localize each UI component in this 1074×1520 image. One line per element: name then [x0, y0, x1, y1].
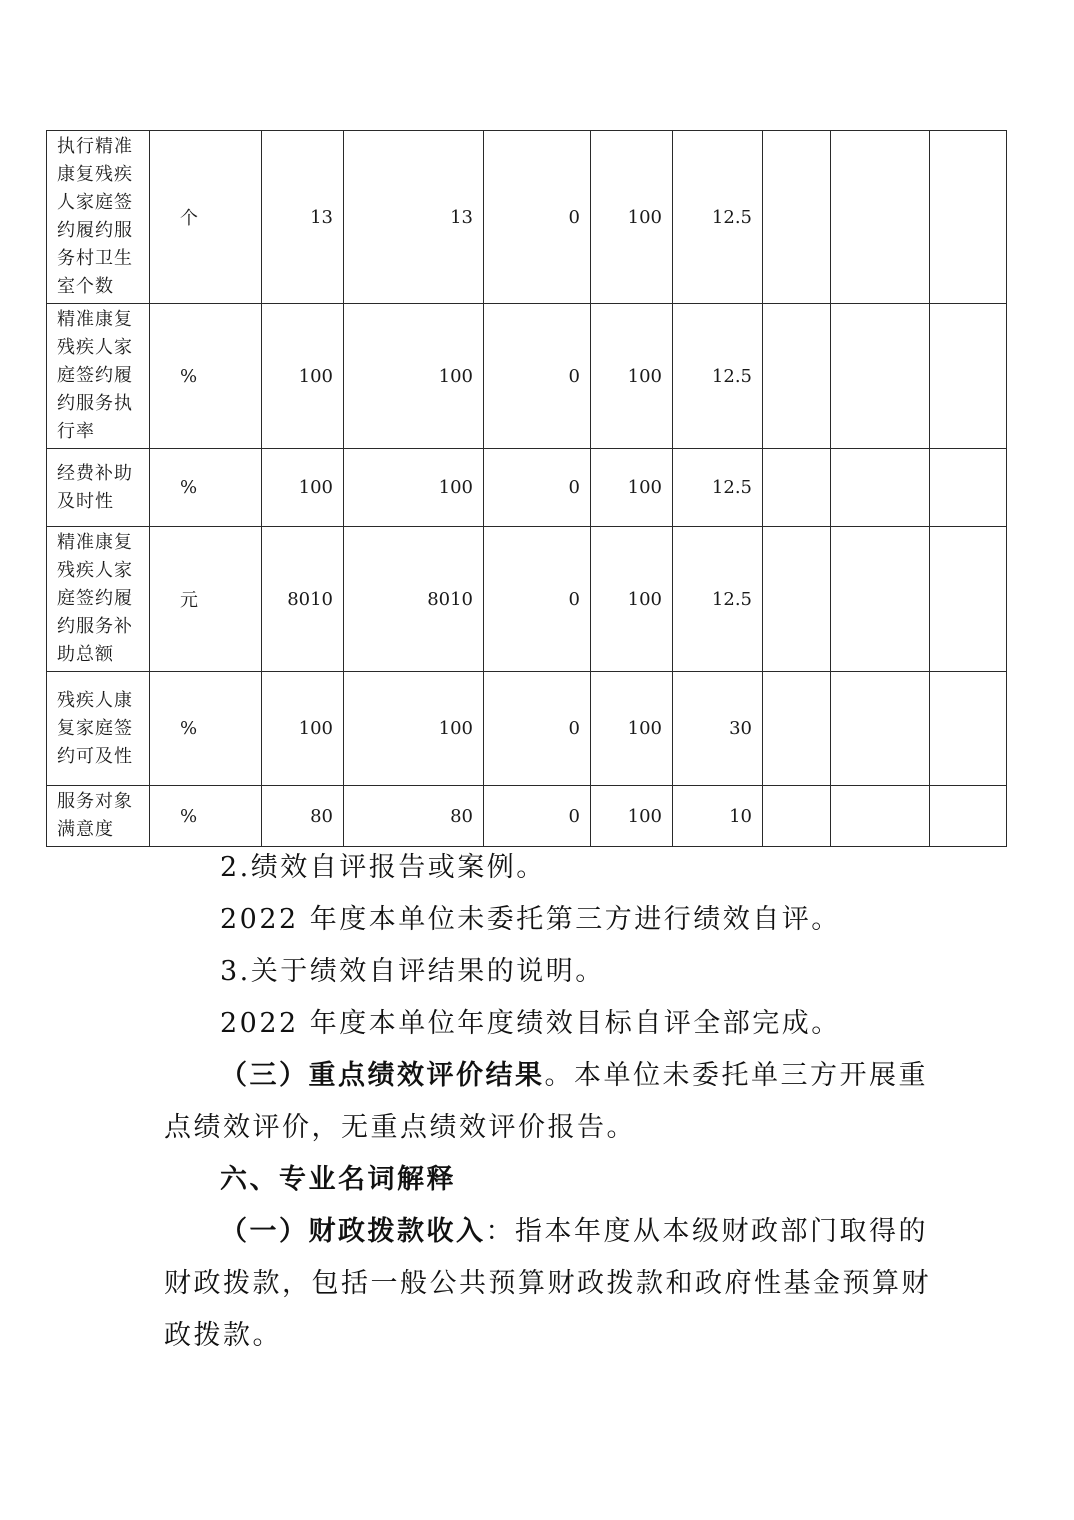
- empty-cell: [763, 131, 831, 304]
- paragraph-key-evaluation: [220, 1050, 928, 1102]
- score: 12.5: [673, 449, 763, 527]
- score: 30: [673, 672, 763, 786]
- deviation: 0: [484, 527, 591, 672]
- fiscal-income-definition: ：指本年度从本级财政部门取得的: [485, 1216, 928, 1247]
- completion-rate: 100: [591, 527, 673, 672]
- completion-rate: 100: [591, 131, 673, 304]
- empty-cell: [930, 527, 1007, 672]
- metric-unit: 元: [150, 527, 262, 672]
- table-row: [47, 527, 1007, 672]
- metric-name: 服务对象满意度: [47, 786, 150, 847]
- score: 12.5: [673, 304, 763, 449]
- key-evaluation-text: 。本单位未委托单三方开展重: [544, 1060, 928, 1091]
- completion-rate: 100: [591, 449, 673, 527]
- key-evaluation-heading: （三）重点绩效评价结果: [220, 1060, 545, 1091]
- deviation: 0: [484, 786, 591, 847]
- metric-name: 精准康复残疾人家庭签约履约服务补助总额: [47, 527, 150, 672]
- empty-cell: [930, 131, 1007, 304]
- empty-cell: [831, 131, 930, 304]
- paragraph-key-evaluation-cont: 点绩效评价，无重点绩效评价报告。: [164, 1112, 636, 1143]
- deviation: 0: [484, 131, 591, 304]
- actual-value: 8010: [344, 527, 484, 672]
- table-row: [47, 449, 1007, 527]
- metric-unit: %: [150, 304, 262, 449]
- score: 12.5: [673, 131, 763, 304]
- table-row: [47, 131, 1007, 304]
- paragraph-fiscal-income-end: 政拨款。: [164, 1320, 282, 1351]
- annual-target: 100: [262, 304, 344, 449]
- paragraph-fiscal-income-cont: 财政拨款，包括一般公共预算财政拨款和政府性基金预算财: [164, 1268, 931, 1299]
- table-row: [47, 672, 1007, 786]
- paragraph-evaluation-result: 2022 年度本单位年度绩效目标自评全部完成。: [220, 1008, 841, 1039]
- empty-cell: [831, 672, 930, 786]
- empty-cell: [930, 304, 1007, 449]
- section-item-3-heading: 3.关于绩效自评结果的说明。: [220, 956, 605, 987]
- empty-cell: [930, 449, 1007, 527]
- actual-value: 13: [344, 131, 484, 304]
- paragraph-fiscal-income: [220, 1206, 928, 1258]
- table-row: [47, 786, 1007, 847]
- metric-unit: %: [150, 672, 262, 786]
- empty-cell: [763, 449, 831, 527]
- empty-cell: [763, 672, 831, 786]
- actual-value: 100: [344, 304, 484, 449]
- score: 10: [673, 786, 763, 847]
- actual-value: 100: [344, 449, 484, 527]
- completion-rate: 100: [591, 786, 673, 847]
- paragraph-self-evaluation: 2022 年度本单位未委托第三方进行绩效自评。: [220, 904, 841, 935]
- section-6-heading: 六、专业名词解释: [220, 1164, 456, 1195]
- empty-cell: [831, 786, 930, 847]
- annual-target: 80: [262, 786, 344, 847]
- deviation: 0: [484, 672, 591, 786]
- performance-metrics-table: [46, 130, 1007, 847]
- empty-cell: [831, 304, 930, 449]
- section-item-2-heading: 2.绩效自评报告或案例。: [220, 852, 546, 883]
- deviation: 0: [484, 449, 591, 527]
- annual-target: 8010: [262, 527, 344, 672]
- completion-rate: 100: [591, 672, 673, 786]
- completion-rate: 100: [591, 304, 673, 449]
- actual-value: 80: [344, 786, 484, 847]
- empty-cell: [763, 304, 831, 449]
- metric-unit: %: [150, 449, 262, 527]
- metric-unit: %: [150, 786, 262, 847]
- deviation: 0: [484, 304, 591, 449]
- empty-cell: [763, 786, 831, 847]
- score: 12.5: [673, 527, 763, 672]
- metric-unit: 个: [150, 131, 262, 304]
- empty-cell: [763, 527, 831, 672]
- empty-cell: [831, 449, 930, 527]
- metric-name: 经费补助及时性: [47, 449, 150, 527]
- empty-cell: [930, 786, 1007, 847]
- annual-target: 100: [262, 672, 344, 786]
- metric-name: 精准康复残疾人家庭签约履约服务执行率: [47, 304, 150, 449]
- annual-target: 100: [262, 449, 344, 527]
- fiscal-income-term: （一）财政拨款收入: [220, 1216, 486, 1247]
- table-row: [47, 304, 1007, 449]
- annual-target: 13: [262, 131, 344, 304]
- metric-name: 残疾人康复家庭签约可及性: [47, 672, 150, 786]
- metric-name: 执行精准康复残疾人家庭签约履约服务村卫生室个数: [47, 131, 150, 304]
- empty-cell: [831, 527, 930, 672]
- empty-cell: [930, 672, 1007, 786]
- actual-value: 100: [344, 672, 484, 786]
